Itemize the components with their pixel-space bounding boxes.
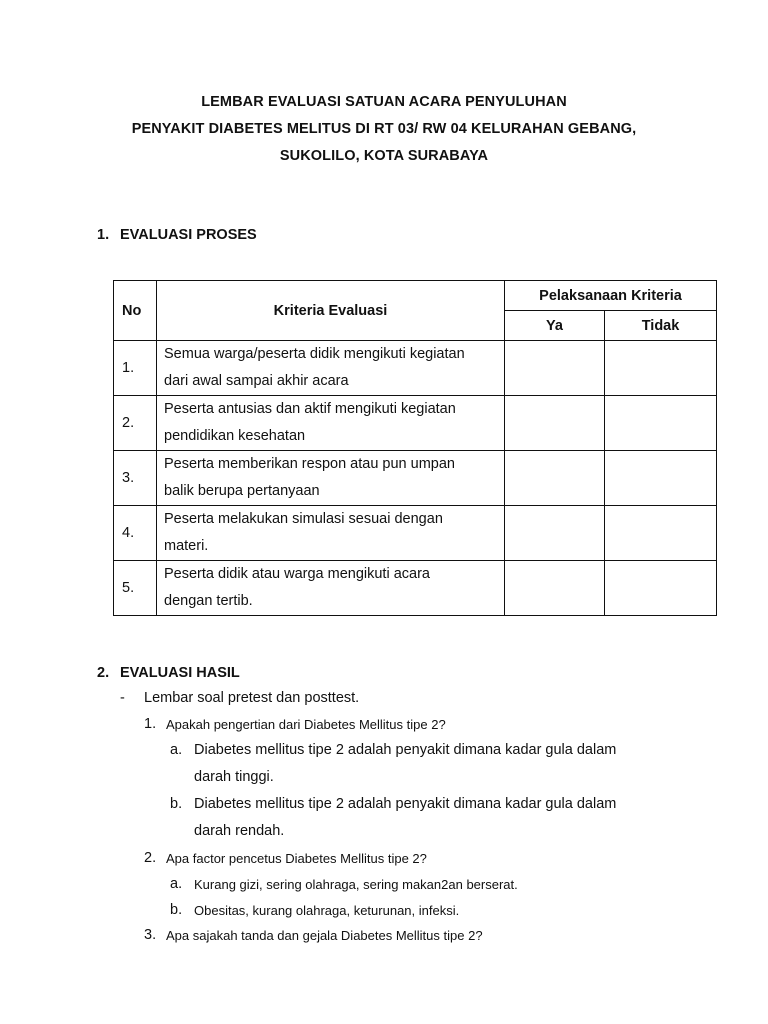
yes-checkbox-cell[interactable] — [505, 561, 605, 616]
criteria-line-2: dengan tertib. — [164, 593, 253, 609]
row-number: 3. — [114, 451, 157, 506]
section-1-number: 1. — [97, 227, 110, 243]
section-2-heading — [97, 665, 240, 681]
question-number: 3. — [144, 927, 157, 943]
option-letter: a. — [170, 742, 183, 758]
question-text: Apa factor pencetus Diabetes Mellitus tipe 2? — [166, 851, 427, 866]
option-letter: b. — [170, 796, 183, 812]
option-text-continued: darah rendah. — [194, 823, 285, 839]
table-row — [114, 341, 717, 396]
criteria-line-1: Semua warga/peserta didik mengikuti kegiatan — [164, 346, 465, 362]
option-letter: b. — [170, 902, 183, 918]
row-criteria — [157, 396, 505, 451]
section-2-title: EVALUASI HASIL — [120, 665, 240, 681]
document-title-line-1: LEMBAR EVALUASI SATUAN ACARA PENYULUHAN — [201, 94, 567, 110]
yes-checkbox-cell[interactable] — [505, 451, 605, 506]
row-criteria — [157, 451, 505, 506]
yes-checkbox-cell[interactable] — [505, 341, 605, 396]
row-number: 1. — [114, 341, 157, 396]
option-text: Obesitas, kurang olahraga, keturunan, infeksi. — [194, 903, 460, 918]
criteria-line-1: Peserta melakukan simulasi sesuai dengan — [164, 511, 443, 527]
yes-checkbox-cell[interactable] — [505, 396, 605, 451]
row-number: 5. — [114, 561, 157, 616]
evaluation-process-table — [113, 280, 717, 616]
column-header-implementation: Pelaksanaan Kriteria — [505, 281, 717, 311]
no-checkbox-cell[interactable] — [605, 396, 717, 451]
row-criteria — [157, 506, 505, 561]
option-text: Diabetes mellitus tipe 2 adalah penyakit dimana kadar gula dalam — [194, 796, 617, 812]
criteria-line-1: Peserta didik atau warga mengikuti acara — [164, 566, 430, 582]
no-checkbox-cell[interactable] — [605, 506, 717, 561]
no-checkbox-cell[interactable] — [605, 561, 717, 616]
option-text-continued: darah tinggi. — [194, 769, 274, 785]
no-checkbox-cell[interactable] — [605, 451, 717, 506]
no-checkbox-cell[interactable] — [605, 341, 717, 396]
document-title-line-3: SUKOLILO, KOTA SURABAYA — [279, 148, 489, 164]
bullet-text: Lembar soal pretest dan posttest. — [144, 690, 360, 706]
criteria-line-2: balik berupa pertanyaan — [164, 483, 320, 499]
criteria-line-1: Peserta antusias dan aktif mengikuti kegiatan — [164, 401, 456, 417]
table-header-row — [114, 281, 717, 311]
question-text: Apa sajakah tanda dan gejala Diabetes Mellitus tipe 2? — [166, 928, 483, 943]
bullet-dash: - — [120, 690, 125, 706]
column-header-no: No — [114, 281, 157, 341]
table-row — [114, 506, 717, 561]
criteria-line-2: dari awal sampai akhir acara — [164, 373, 349, 389]
question-text: Apakah pengertian dari Diabetes Mellitus tipe 2? — [166, 717, 446, 732]
column-header-yes: Ya — [505, 311, 605, 341]
section-1-title: EVALUASI PROSES — [120, 227, 257, 243]
yes-checkbox-cell[interactable] — [505, 506, 605, 561]
criteria-line-2: materi. — [164, 538, 209, 554]
row-criteria — [157, 341, 505, 396]
option-text: Diabetes mellitus tipe 2 adalah penyakit dimana kadar gula dalam — [194, 742, 617, 758]
question-number: 2. — [144, 850, 157, 866]
option-letter: a. — [170, 876, 183, 892]
column-header-no-answer: Tidak — [605, 311, 717, 341]
criteria-line-1: Peserta memberikan respon atau pun umpan — [164, 456, 455, 472]
section-2-number: 2. — [97, 665, 110, 681]
column-header-criteria: Kriteria Evaluasi — [157, 281, 505, 341]
row-number: 2. — [114, 396, 157, 451]
criteria-line-2: pendidikan kesehatan — [164, 428, 306, 444]
question-number: 1. — [144, 716, 157, 732]
document-title-line-2: PENYAKIT DIABETES MELITUS DI RT 03/ RW 04 KELURAHAN GEBANG, — [131, 121, 637, 137]
section-1-heading — [97, 227, 257, 243]
table-row — [114, 561, 717, 616]
row-criteria — [157, 561, 505, 616]
table-row — [114, 396, 717, 451]
row-number: 4. — [114, 506, 157, 561]
table-row — [114, 451, 717, 506]
option-text: Kurang gizi, sering olahraga, sering makan2an berserat. — [194, 877, 518, 892]
